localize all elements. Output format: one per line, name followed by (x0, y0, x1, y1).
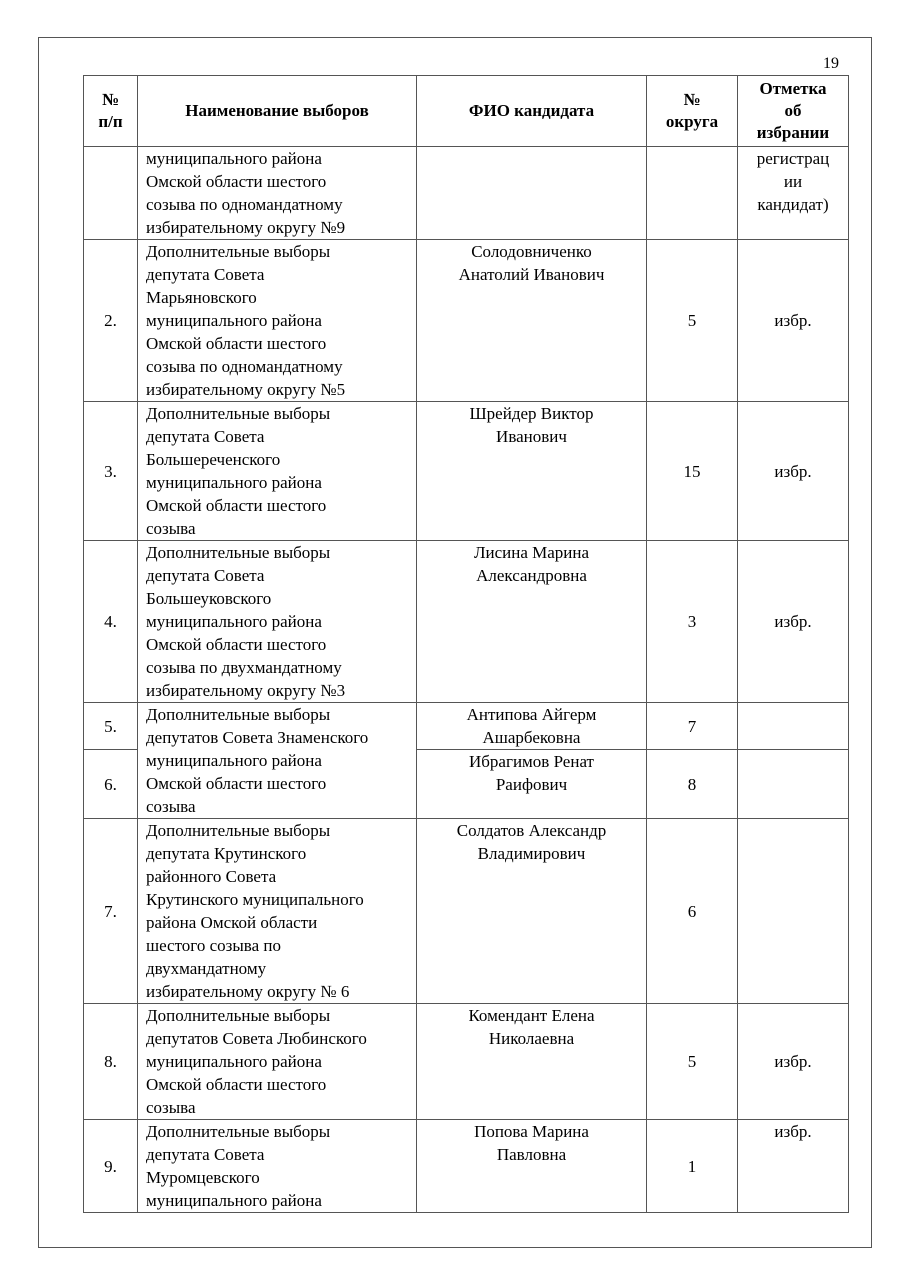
row-candidate: Антипова Айгерм Ашарбековна (417, 703, 647, 750)
row-district: 5 (647, 240, 738, 402)
row-candidate: Солдатов Александр Владимирович (417, 819, 647, 1004)
row-mark: избр. (738, 541, 849, 703)
row-election-name: Дополнительные выборы депутата Совета Большеуковского муниципального района Омской области шестого созыва по двухмандатному избирательному округу №3 (138, 541, 417, 703)
row-candidate: Попова Марина Павловна (417, 1120, 647, 1213)
row-district: 1 (647, 1120, 738, 1213)
row-mark: избр. (738, 1004, 849, 1120)
table-row (84, 819, 849, 1004)
row-election-name: Дополнительные выборы депутата Совета Муромцевского муниципального района (138, 1120, 417, 1213)
row-election-name: Дополнительные выборы депутата Крутинского районного Совета Крутинского муниципального района Омской области шестого созыва по двухмандатному избирательному округу № 6 (138, 819, 417, 1004)
table-row (84, 703, 849, 750)
row-district (647, 147, 738, 240)
row-mark (738, 703, 849, 750)
page-number: 19 (823, 55, 839, 72)
row-election-name: муниципального района Омской области шестого созыва по одномандатному избирательному округу №9 (138, 147, 417, 240)
row-mark (738, 819, 849, 1004)
table-row (84, 402, 849, 541)
row-mark (738, 750, 849, 819)
row-num: 3. (84, 402, 138, 541)
row-num: 7. (84, 819, 138, 1004)
row-num: 5. (84, 703, 138, 750)
row-num (84, 147, 138, 240)
row-num: 6. (84, 750, 138, 819)
row-candidate: Ибрагимов Ренат Раифович (417, 750, 647, 819)
row-candidate: Лисина Марина Александровна (417, 541, 647, 703)
row-election-name: Дополнительные выборы депутата Совета Марьяновского муниципального района Омской области шестого созыва по одномандатному избирательному округу №5 (138, 240, 417, 402)
row-candidate (417, 147, 647, 240)
row-candidate: Шрейдер Виктор Иванович (417, 402, 647, 541)
row-district: 6 (647, 819, 738, 1004)
table-row (84, 541, 849, 703)
row-num: 8. (84, 1004, 138, 1120)
row-mark: регистрац ии кандидат) (738, 147, 849, 240)
table-row (84, 240, 849, 402)
elections-table (83, 75, 849, 1213)
table-row (84, 1004, 849, 1120)
row-district: 15 (647, 402, 738, 541)
row-candidate: Комендант Елена Николаевна (417, 1004, 647, 1120)
row-election-name: Дополнительные выборы депутатов Совета Знаменского муниципального района Омской области шестого созыва (138, 703, 417, 819)
row-num: 9. (84, 1120, 138, 1213)
table-row (84, 1120, 849, 1213)
table-header-row (84, 76, 849, 147)
header-candidate: ФИО кандидата (417, 76, 647, 147)
header-name: Наименование выборов (138, 76, 417, 147)
row-district: 5 (647, 1004, 738, 1120)
row-election-name: Дополнительные выборы депутатов Совета Любинского муниципального района Омской области шестого созыва (138, 1004, 417, 1120)
row-district: 7 (647, 703, 738, 750)
row-district: 3 (647, 541, 738, 703)
row-num: 2. (84, 240, 138, 402)
row-mark: избр. (738, 402, 849, 541)
row-election-name: Дополнительные выборы депутата Совета Большереченского муниципального района Омской области шестого созыва (138, 402, 417, 541)
row-mark: избр. (738, 240, 849, 402)
row-num: 4. (84, 541, 138, 703)
header-num: № п/п (84, 76, 138, 147)
row-candidate: Солодовниченко Анатолий Иванович (417, 240, 647, 402)
row-district: 8 (647, 750, 738, 819)
row-mark: избр. (738, 1120, 849, 1213)
table-row (84, 147, 849, 240)
header-district: № округа (647, 76, 738, 147)
header-mark: Отметка об избрании (738, 76, 849, 147)
